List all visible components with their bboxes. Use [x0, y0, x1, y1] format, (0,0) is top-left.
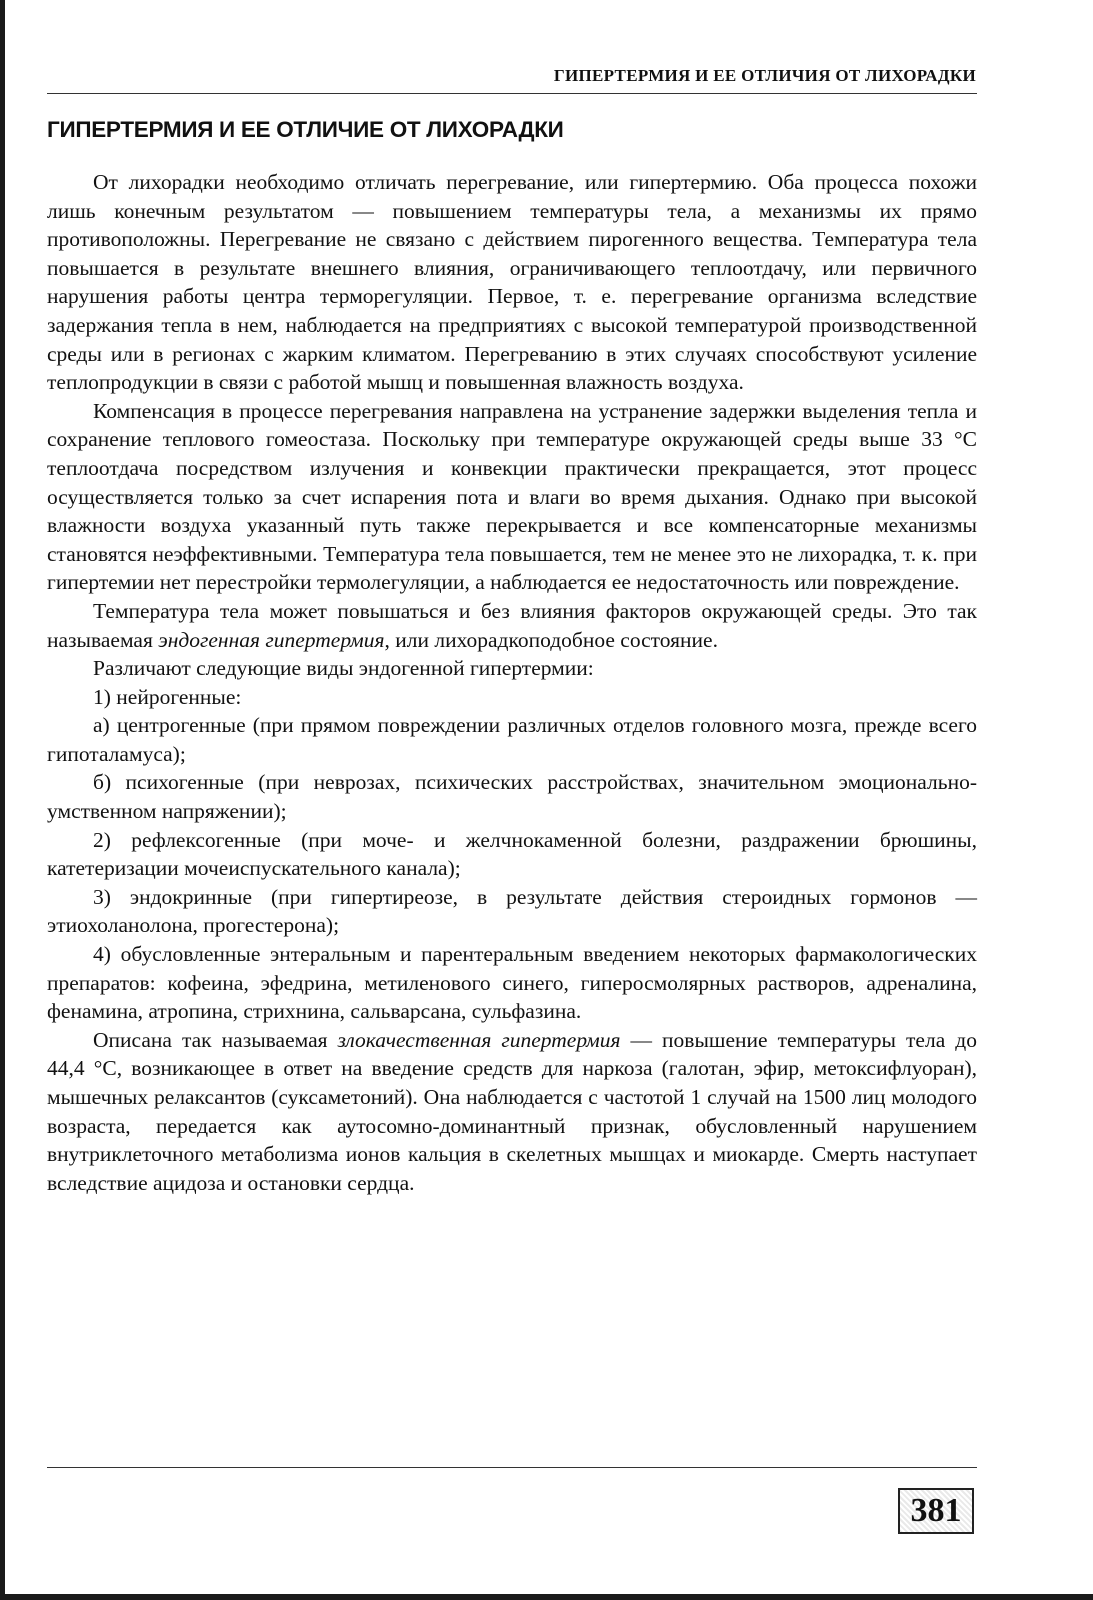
- paragraph: [47, 1026, 977, 1198]
- list-item: 1) нейрогенные:: [93, 684, 242, 709]
- page-number: 381: [898, 1488, 974, 1534]
- header-rule: [47, 93, 977, 94]
- page-edge-left: [0, 0, 5, 1600]
- running-head: ГИПЕРТЕРМИЯ И ЕЕ ОТЛИЧИЯ ОТ ЛИХОРАДКИ: [553, 66, 976, 85]
- emphasis-term: злокачественная гипертермия: [337, 1027, 621, 1052]
- paragraph: От лихорадки необходимо отличать перегревание, или гипертермию. Оба процесса похожи лишь конечным результатом — повышением температуры тела, а механизмы их прямо противоположны. Перегревание не связано с действием пирогенного вещества. Температура тела повышается в результате внешнего влияния, ограничивающего теплоотдачу, или первичного нарушения работы центра терморегуляции. Первое, т. е. перегревание организма вследствие задержания тепла в нем, наблюдается на предприятиях с высокой температурой производственной среды или в регионах с жарким климатом. Перегреванию в этих случаях способствуют усиление теплопродукции в связи с работой мышц и повышенная влажность воздуха.: [47, 170, 977, 395]
- text-run: , или лихорадкоподобное состояние.: [384, 627, 718, 652]
- list-item: 4) обусловленные энтеральным и парентеральным введением некоторых фармакологических препаратов: кофеина, эфедрина, метиленового синего, гиперосмолярных растворов, адреналина, фенамина, атропина, стрихнина, сальварсана, сульфазина.: [47, 942, 977, 1024]
- list-item: а) центрогенные (при прямом повреждении различных отделов головного мозга, прежде всего гипоталамуса);: [47, 713, 977, 766]
- text-run: Температура тела может повышаться и без влияния факторов окружающей среды. Это так называемая: [47, 598, 977, 652]
- list-item: б) психогенные (при неврозах, психических расстройствах, значительном эмоционально-умственном напряжении);: [47, 770, 977, 824]
- paragraph: [47, 597, 977, 654]
- list-item: 3) эндокринные (при гипертиреозе, в результате действия стероидных гормонов — этиохоланолона, прогестерона);: [47, 884, 977, 938]
- page-edge-bottom: [0, 1594, 1093, 1600]
- footer-rule: [47, 1467, 977, 1468]
- paragraph: Различают следующие виды эндогенной гипертермии:: [93, 656, 594, 681]
- list-item: 2) рефлексогенные (при моче- и желчнокаменной болезни, раздражении брюшины, катетеризации мочеиспускательного канала);: [47, 827, 977, 881]
- text-run: Описана так называемая: [93, 1027, 338, 1052]
- section-title: ГИПЕРТЕРМИЯ И ЕЕ ОТЛИЧИЕ ОТ ЛИХОРАДКИ: [47, 117, 564, 142]
- paragraph: Компенсация в процессе перегревания направлена на устранение задержки выделения тепла и сохранение теплового гомеостаза. Поскольку при температуре окружающей среды выше 33 °С теплоотдача посредством излучения и конвекции практически прекращается, этот процесс осуществляется только за счет испарения пота и влаги во время дыхания. Однако при высокой влажности воздуха указанный путь также перекрывается и все компенсаторные механизмы становятся неэффективными. Температура тела повышается, тем не менее это не лихорадка, т. к. при гипертемии нет перестройки термолегуляции, а наблюдается ее недостаточность или повреждение.: [47, 398, 977, 595]
- body-text: [47, 168, 977, 1197]
- emphasis-term: эндогенная гипертермия: [158, 627, 385, 652]
- text-run: — повышение температуры тела до 44,4 °С, возникающее в ответ на введение средств для наркоза (галотан, эфир, метоксифлуоран), мышечных релаксантов (суксаметоний). Она наблюдается с частотой 1 случай на 1500 лиц молодого возраста, передается как аутосомно-доминантный признак, обусловленный нарушением внутриклеточного метаболизма ионов кальция в скелетных мышцах и миокарде. Смерть наступает вследствие ацидоза и остановки сердца.: [47, 1027, 977, 1195]
